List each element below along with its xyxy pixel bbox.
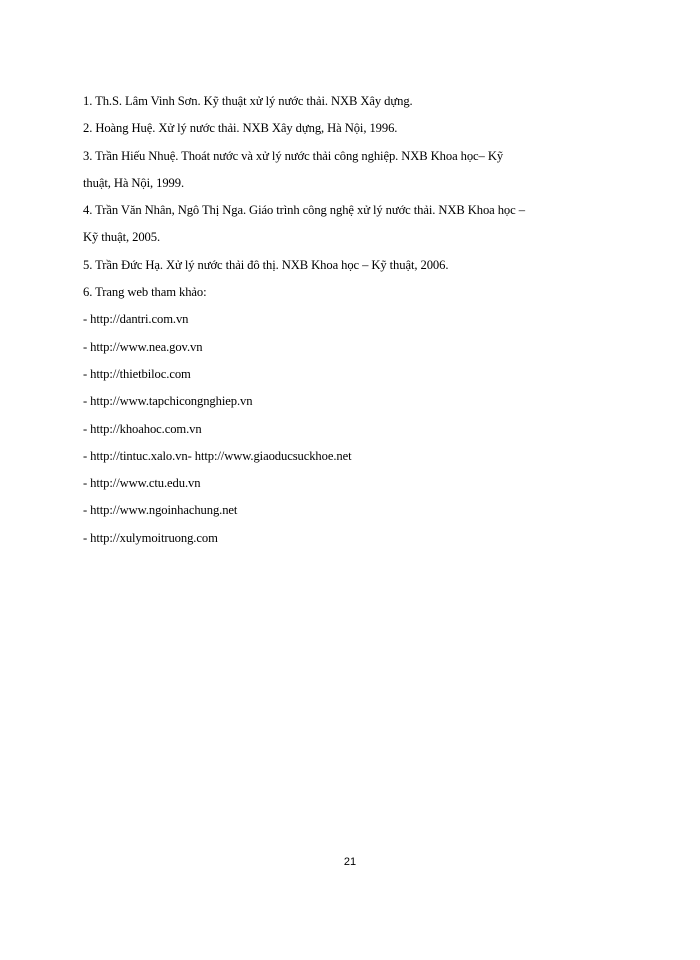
- reference-line: 2. Hoàng Huệ. Xử lý nước thải. NXB Xây dựng, Hà Nội, 1996.: [83, 120, 398, 136]
- website-link: - http://www.ngoinhachung.net: [83, 502, 238, 518]
- website-link: - http://www.nea.gov.vn: [83, 338, 203, 354]
- reference-line: thuật, Hà Nội, 1999.: [83, 174, 185, 190]
- reference-line: 3. Trần Hiếu Nhuệ. Thoát nước và xử lý nước thải công nghiệp. NXB Khoa học– Kỹ: [83, 147, 504, 163]
- website-link: - http://dantri.com.vn: [83, 311, 189, 327]
- website-link: - http://tintuc.xalo.vn- http://www.giaoducsuckhoe.net: [83, 447, 352, 463]
- reference-line: 5. Trần Đức Hạ. Xử lý nước thải đô thị. NXB Khoa học – Kỹ thuật, 2006.: [83, 256, 449, 272]
- page-number: 21: [343, 856, 357, 868]
- reference-line: Kỹ thuật, 2005.: [83, 229, 161, 245]
- reference-line: 4. Trần Văn Nhân, Ngô Thị Nga. Giáo trình công nghệ xử lý nước thải. NXB Khoa học –: [83, 202, 525, 218]
- website-link: - http://www.tapchicongnghiep.vn: [83, 393, 253, 409]
- website-link: - http://thietbiloc.com: [83, 365, 191, 381]
- website-link: - http://www.ctu.edu.vn: [83, 475, 201, 491]
- website-link: - http://xulymoitruong.com: [83, 529, 218, 545]
- reference-line: 1. Th.S. Lâm Vinh Sơn. Kỹ thuật xử lý nước thải. NXB Xây dựng.: [83, 93, 413, 108]
- reference-line: 6. Trang web tham khảo:: [83, 284, 207, 300]
- reference-list: [83, 87, 607, 551]
- website-link: - http://khoahoc.com.vn: [83, 420, 202, 436]
